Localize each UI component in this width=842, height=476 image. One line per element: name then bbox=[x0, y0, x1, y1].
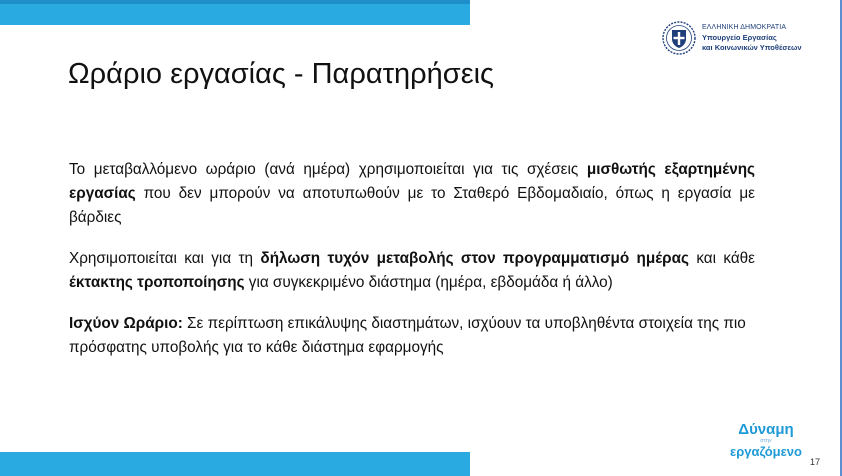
logo-line-2: Υπουργείο Εργασίας bbox=[702, 33, 777, 42]
bottom-accent-bar bbox=[0, 452, 470, 476]
paragraph-2 bbox=[69, 247, 755, 295]
p2-bold-1: δήλωση τυχόν μεταβολής στον προγραμματισμό ημέρας bbox=[260, 250, 689, 267]
page-number: 17 bbox=[810, 457, 821, 467]
p3-bold-1: Ισχύον Ωράριο: bbox=[69, 315, 183, 332]
slide-body bbox=[69, 158, 755, 377]
top-accent-stripe bbox=[0, 0, 470, 4]
brand-logo bbox=[728, 422, 804, 468]
p1-text-2: που δεν μπορούν να αποτυπωθούν με το Σταθερό Εβδομαδιαίο, όπως η εργασία με βάρδιες bbox=[69, 185, 755, 226]
slide-title: Ωράριο εργασίας - Παρατηρήσεις bbox=[68, 58, 495, 90]
ministry-logo bbox=[662, 18, 822, 58]
p2-text-1: Χρησιμοποιείται και για τη bbox=[69, 250, 261, 267]
ministry-logo-text bbox=[702, 23, 802, 53]
logo-line-1: ΕΛΛΗΝΙΚΗ ΔΗΜΟΚΡΑΤΙΑ bbox=[702, 24, 787, 31]
p1-text-1: Το μεταβαλλόμενο ωράριο (ανά ημέρα) χρησιμοποιείται για τις σχέσεις bbox=[69, 161, 587, 178]
p1-bold-1: μισθωτής εξαρτημένης εργασίας bbox=[69, 161, 755, 202]
p2-text-2: και κάθε bbox=[688, 250, 755, 267]
brand-word-3: εργαζόμενο bbox=[730, 444, 802, 459]
paragraph-1 bbox=[69, 158, 755, 230]
brand-word-1: Δύναμη bbox=[738, 421, 794, 438]
brand-word-2: στην bbox=[760, 438, 772, 444]
paragraph-3 bbox=[69, 312, 755, 360]
greek-coat-of-arms-icon bbox=[662, 21, 696, 55]
p2-text-3: για συγκεκριμένο διάστημα (ημέρα, εβδομάδα ή άλλο) bbox=[244, 274, 613, 291]
p3-text-1: Σε περίπτωση επικάλυψης διαστημάτων, ισχύουν τα υποβληθέντα στοιχεία της πιο πρόσφατης υποβολής για το κάθε διάστημα εφαρμογής bbox=[69, 315, 746, 356]
logo-line-3: και Κοινωνικών Υποθέσεων bbox=[702, 43, 802, 52]
p2-bold-2: έκτακτης τροποποίησης bbox=[69, 274, 245, 291]
